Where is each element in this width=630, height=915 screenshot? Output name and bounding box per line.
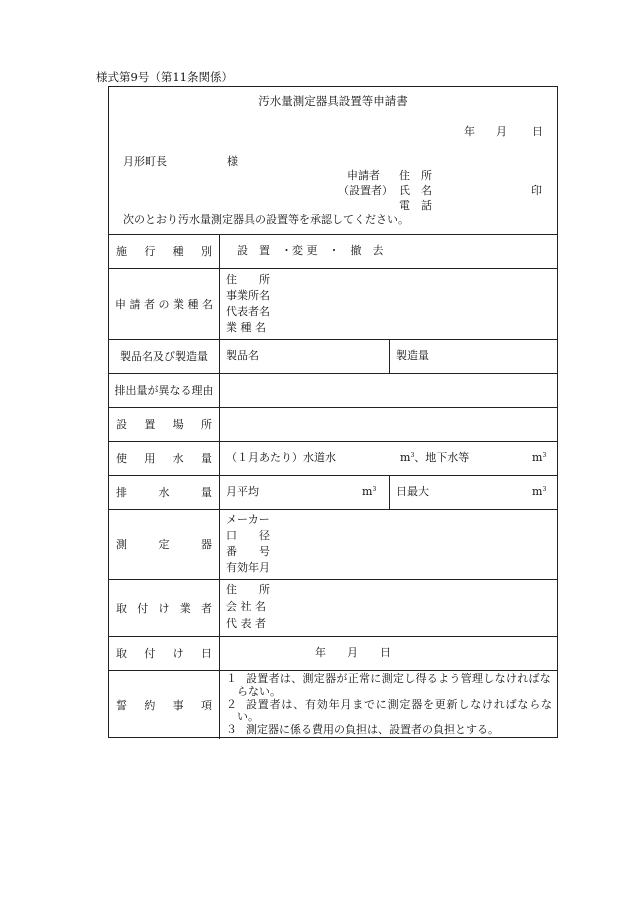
water-usage-label: 使 用 水 量 xyxy=(116,452,212,465)
install-date-year[interactable]: 年 xyxy=(315,646,326,659)
date-day: 日 xyxy=(532,125,543,138)
construction-type-label: 施 行 種 別 xyxy=(116,245,212,258)
pledge-item-2-text: 設置者は、有効年月までに測定器を更新しなければならな xyxy=(246,698,553,711)
form-code: 様式第9号（第11条関係） xyxy=(96,70,233,84)
meter-label: 測 定 器 xyxy=(116,538,212,551)
applicant-role: 申請者 xyxy=(347,169,380,182)
applicant-name-label: 氏 名 xyxy=(399,184,432,197)
groundwater-unit: $m^3$ xyxy=(532,451,547,464)
install-date-label: 取 付 け 日 xyxy=(116,647,212,660)
meter-bore-field[interactable]: 口 径 xyxy=(226,529,270,542)
installer-company-field[interactable]: 会 社 名 xyxy=(226,600,266,613)
pledge-item-1-text-cont: らない。 xyxy=(237,685,281,698)
discharge-reason-label: 排出量が異なる理由 xyxy=(114,384,214,397)
daily-max-field[interactable]: 日最大 xyxy=(396,485,429,498)
install-location-field[interactable] xyxy=(220,408,558,441)
installer-label: 取 付 け 業 者 xyxy=(116,601,212,615)
install-location-label: 設 置 場 所 xyxy=(116,418,212,431)
construction-type-options[interactable]: 設 置 ・変 更 ・ 撤 去 xyxy=(237,244,384,257)
product-label: 製品名及び製造量 xyxy=(120,350,208,363)
application-form xyxy=(108,86,558,738)
form-title: 汚水量測定器具設置等申請書 xyxy=(258,94,408,108)
pledge-item-2-number: ２ xyxy=(226,698,237,711)
business-office-field[interactable]: 事業所名 xyxy=(226,289,270,302)
date-month: 月 xyxy=(496,125,507,138)
discharge-reason-field[interactable] xyxy=(220,374,558,407)
monthly-average-field[interactable]: 月平均 xyxy=(226,485,259,498)
pledge-item-1-text: 設置者は、測定器が正常に測定し得るよう管理しなければな xyxy=(246,672,552,685)
addressee-name: 月形町長 xyxy=(123,155,167,168)
monthly-average-unit: $m^3$ xyxy=(362,485,377,498)
meter-valid-period-field[interactable]: 有効年月 xyxy=(226,561,270,574)
business-industry-field[interactable]: 業 種 名 xyxy=(226,321,266,334)
business-address-field[interactable]: 住 所 xyxy=(226,273,270,286)
meter-maker-field[interactable]: メーカー xyxy=(226,513,270,526)
install-date-day[interactable]: 日 xyxy=(380,646,391,659)
pledge-label: 誓 約 事 項 xyxy=(116,698,212,712)
pledge-item-2-text-cont: い。 xyxy=(237,710,259,723)
tap-water-unit: $m^3$、地下水等 xyxy=(400,451,470,464)
addressee-honorific: 様 xyxy=(227,155,238,168)
product-name-field[interactable]: 製品名 xyxy=(226,349,259,362)
date-year: 年 xyxy=(464,125,475,138)
production-quantity-field[interactable]: 製造量 xyxy=(396,349,429,362)
seal-mark: 印 xyxy=(531,184,542,197)
meter-number-field[interactable]: 番 号 xyxy=(226,545,270,558)
applicant-address-label: 住 所 xyxy=(399,169,432,182)
pledge-item-3-number: ３ xyxy=(226,723,237,736)
business-type-label: 申 請 者 の 業 種 名 xyxy=(115,297,213,311)
pledge-item-1-number: １ xyxy=(226,672,237,685)
request-text: 次のとおり汚水量測定器具の設置等を承認してください。 xyxy=(123,213,409,226)
applicant-phone-label: 電 話 xyxy=(399,199,432,212)
installer-address-field[interactable]: 住 所 xyxy=(226,583,270,596)
installer-representative-field[interactable]: 代 表 者 xyxy=(226,617,266,630)
drainage-label: 排 水 量 xyxy=(116,486,212,499)
business-representative-field[interactable]: 代表者名 xyxy=(226,305,270,318)
install-date-month[interactable]: 月 xyxy=(347,646,358,659)
pledge-item-3-text: 測定器に係る費用の負担は、設置者の負担とする。 xyxy=(246,723,499,736)
applicant-role-alt: （設置者） xyxy=(338,184,393,197)
water-usage-prefix: （１月あたり）水道水 xyxy=(226,451,336,464)
daily-max-unit: $m^3$ xyxy=(532,485,547,498)
